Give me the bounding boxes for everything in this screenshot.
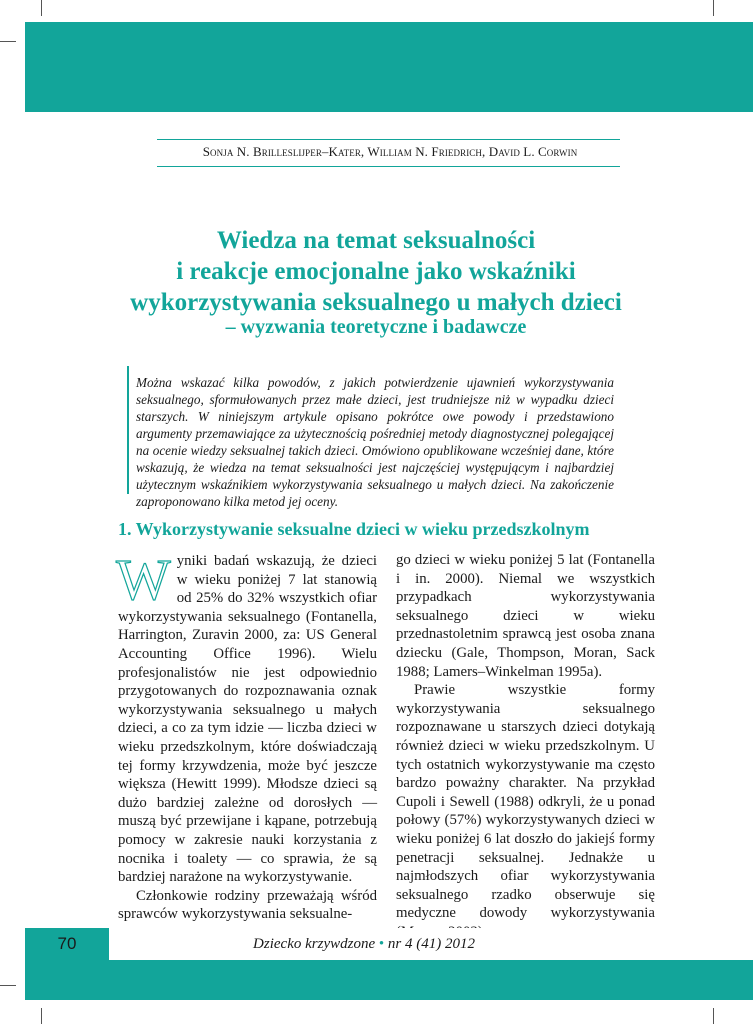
- crop-mark: [713, 1008, 714, 1024]
- crop-mark: [0, 985, 16, 986]
- crop-mark: [713, 0, 714, 16]
- journal-info: [109, 928, 619, 960]
- authors-rule-top: [157, 139, 620, 140]
- crop-mark: [41, 0, 42, 16]
- bullet-separator: •: [378, 936, 385, 952]
- paragraph: Prawie wszystkie formy wykorzystywania seksualnego rozpoznawane u starszych dzieci dotykają również dzieci w wieku przedszkolnym. U tych ostatnich wykorzystywanie ma często bardzo poważny charakter. Na przykład Cupoli i Sewell (1988) odkryli, że u ponad połowy (57%) wykorzystywanych dzieci w wieku poniżej 6 lat doszło do jakiejś formy penetracji seksualnej. Jednakże u najmłodszych ofiar wykorzystywania seksualnego rzadko obserwuje się medyczne dowody wykorzystywania: [396, 682, 655, 922]
- article-title: [110, 225, 642, 318]
- title-line: wykorzystywania seksualnego u małych dzieci: [130, 289, 622, 316]
- title-line: Wiedza na temat seksualności: [216, 227, 536, 254]
- paragraph: [116, 547, 377, 887]
- paragraph: Członkowie rodziny przeważają wśród sprawców wykorzystywania seksualne-: [118, 887, 377, 923]
- header-band: [25, 22, 753, 112]
- section-heading: 1. Wykorzystywanie seksualne dzieci w wieku przedszkolnym: [118, 519, 590, 539]
- body-column-left: [116, 547, 377, 924]
- article-subtitle: – wyzwania teoretyczne i badawcze: [225, 316, 527, 338]
- crop-mark: [0, 41, 16, 42]
- body-column-right: [396, 551, 655, 941]
- abstract: Można wskazać kilka powodów, z jakich potwierdzenie ujawnień wykorzystywania seksualnego, sformułowanych przez małe dzieci, jest trudniejsze niż w wypadku dzieci starszych. W niniejszym artykule opisano pokrótce owe powody i przedstawiono argumenty przemawiające za użytecznością pośredniej metody diagnostycznej polegającej na ocenie wiedzy seksualnej takich dzieci. Omówiono opublikowane wcześniej dane, które wskazują, że wiedza na temat seksualności jest najczęściej występującym i najbardziej użytecznym wskaźnikiem wykorzystywania seksualnego u małych dzieci. Na zakończenie zaproponowano kilka metod jej oceny.: [136, 375, 614, 509]
- authors-rule-bottom: [157, 166, 620, 167]
- crop-mark: [41, 1008, 42, 1024]
- title-line: i reakcje emocjonalne jako wskaźniki: [176, 258, 576, 285]
- journal-issue: nr 4 (41) 2012: [387, 936, 475, 952]
- paragraph: go dzieci w wieku poniżej 5 lat (Fontanella i in. 2000). Niemal we wszystkich przypadkach wykorzystywania seksualnego dzieci w wieku przednastoletnim sprawcą jest osoba znana dziecku (Gale, Thompson, Moran, Sack 1988; Lamers–Winkelman 1995a).: [396, 552, 655, 680]
- abstract-accent-bar: [127, 366, 129, 494]
- paragraph-text: yniki badań wskazują, że dzieci w wieku poniżej 7 lat stanowią od 25% do 32% wszystkich ofiar wykorzystywania seksualnego (Fontanella, Harrington, Zuravin 2000, za: US General Accounting Office 1996). Wielu profesjonalistów nie jest odpowiednio przygotowanych do rozpoznawania oznak wykorzystywania seksualnego u małych dzieci, a co za tym idzie — liczba dzieci w wieku przedszkolnym, które doświadczają tej formy krzywdzenia, może być jeszcze większa (Hewitt 1999). Młodsze dzieci są dużo bardziej zależne od dorosłych — muszą być przewijane i kąpane, potrzebują pomocy w zakresie nauki korzystania z nocnika i toalety — co sprawia, że są bardziej narażone na wykorzystywanie.: [118, 553, 377, 886]
- authors-line: Sonja N. Brilleslijper–Kater, William N. Friedrich, David L. Corwin: [202, 144, 578, 159]
- page-number: 70: [57, 934, 77, 953]
- journal-name: Dziecko krzywdzone: [253, 936, 376, 952]
- drop-cap: W: [116, 547, 171, 612]
